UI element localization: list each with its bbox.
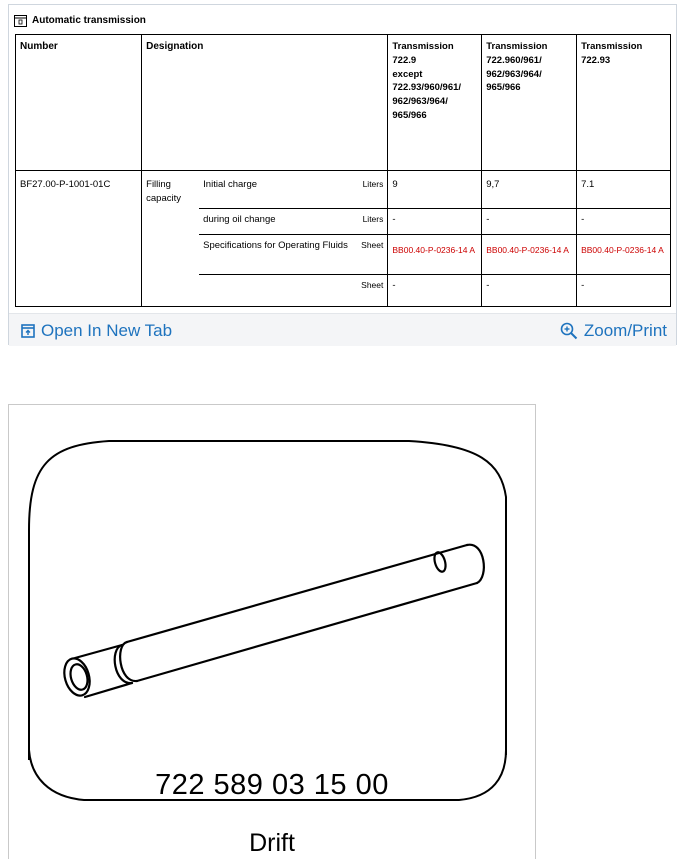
row-unit: Liters xyxy=(357,209,388,235)
number-cell: BF27.00-P-1001-01C xyxy=(16,171,142,307)
reference-link-1[interactable]: BB00.40-P-0236-14 A xyxy=(388,235,482,275)
book-icon xyxy=(14,14,27,27)
row-unit: Liters xyxy=(357,171,388,209)
row-value-1: - xyxy=(388,275,482,307)
row-value-3: - xyxy=(577,209,671,235)
card-title: Automatic transmission xyxy=(32,14,146,26)
header-transmission-2: Transmission 722.960/961/ 962/963/964/ 965/966 xyxy=(482,35,577,171)
open-new-tab-icon xyxy=(21,324,35,338)
row-label: Specifications for Operating Fluids xyxy=(199,235,356,275)
reference-link-3[interactable]: BB00.40-P-0236-14 A xyxy=(577,235,671,275)
row-value-3: 7.1 xyxy=(577,171,671,209)
header-transmission-3: Transmission 722.93 xyxy=(577,35,671,171)
part-number: 722 589 03 15 00 xyxy=(155,769,389,801)
tool-card xyxy=(8,404,536,859)
row-value-2: - xyxy=(482,275,577,307)
zoom-print-link[interactable] xyxy=(560,321,667,341)
header-transmission-1: Transmission 722.9 except 722.93/960/961/ 962/963/964/ 965/966 xyxy=(388,35,482,171)
group-label: Filling capacity xyxy=(142,171,200,307)
header-designation: Designation xyxy=(142,35,388,171)
row-value-1: - xyxy=(388,209,482,235)
row-label: during oil change xyxy=(199,209,356,235)
open-new-tab-link[interactable] xyxy=(21,321,172,341)
table-row xyxy=(16,171,671,209)
row-unit: Sheet xyxy=(357,235,388,275)
zoom-print-label: Zoom/Print xyxy=(583,321,667,340)
card-header xyxy=(14,11,146,29)
reference-link-2[interactable]: BB00.40-P-0236-14 A xyxy=(482,235,577,275)
row-value-2: - xyxy=(482,209,577,235)
row-value-2: 9,7 xyxy=(482,171,577,209)
table-header-row xyxy=(16,35,671,171)
row-value-1: 9 xyxy=(388,171,482,209)
row-value-3: - xyxy=(577,275,671,307)
part-name: Drift xyxy=(249,829,295,857)
row-label: Initial charge xyxy=(199,171,356,209)
spec-table xyxy=(15,34,671,307)
card-footer xyxy=(9,313,676,346)
zoom-icon xyxy=(560,322,578,340)
row-unit: Sheet xyxy=(357,275,388,307)
row-label xyxy=(199,275,356,307)
open-new-tab-label: Open In New Tab xyxy=(41,321,173,340)
spec-card xyxy=(8,4,677,345)
header-number: Number xyxy=(16,35,142,171)
